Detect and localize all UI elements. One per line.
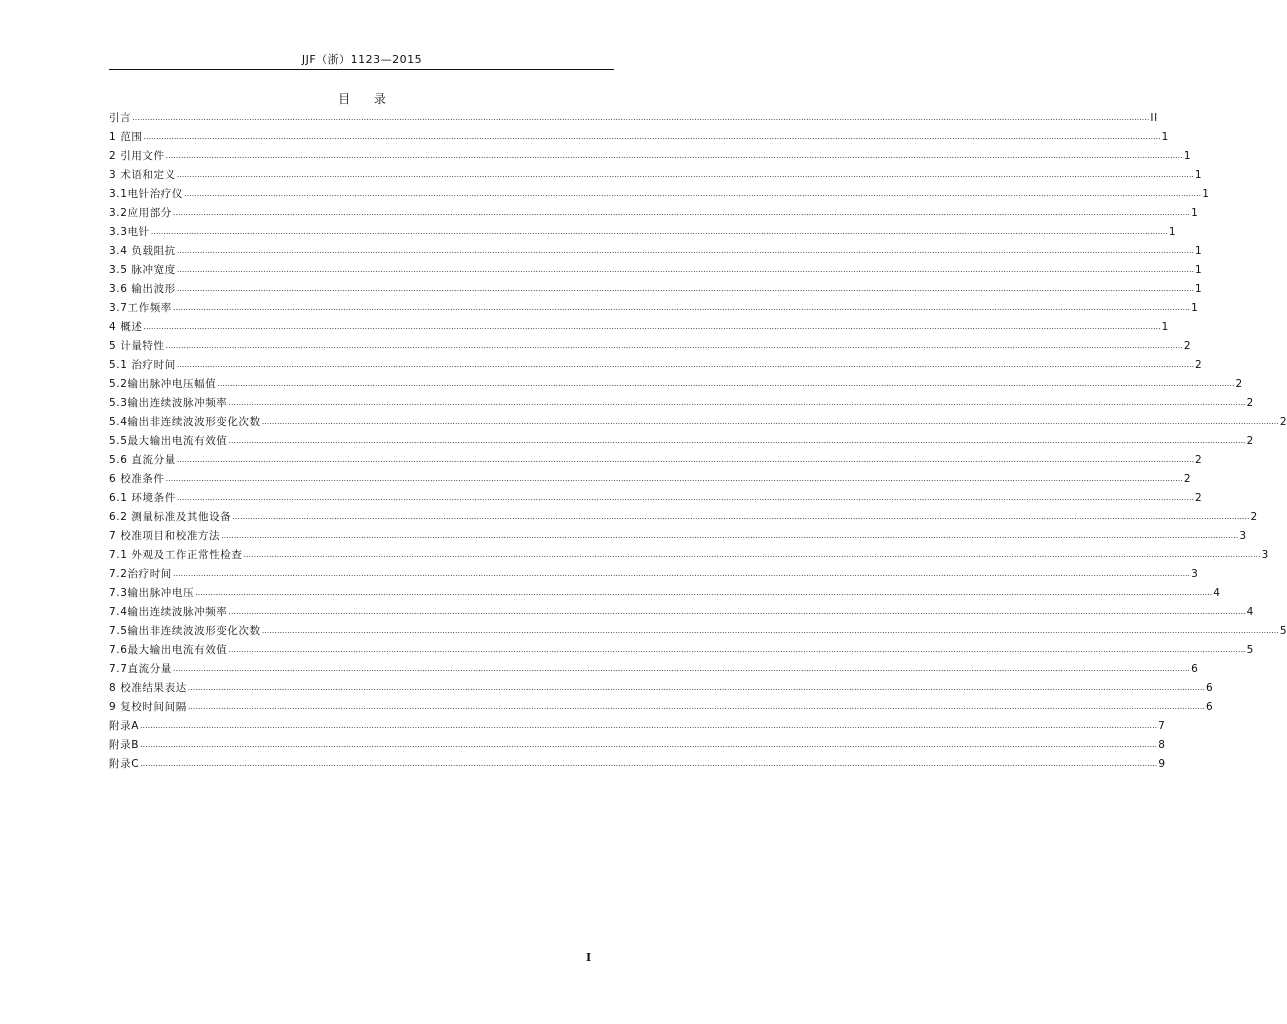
toc-entry[interactable]: [109, 565, 1199, 584]
toc-entry[interactable]: [109, 223, 1177, 242]
toc-entry-page: 2: [1195, 492, 1203, 504]
toc-entry-label: 4 概述: [109, 321, 143, 333]
toc-entry-page: 1: [1202, 188, 1210, 200]
toc-entry-label: 3 术语和定义: [109, 169, 176, 181]
toc-entry-label: 5.3输出连续波脉冲频率: [109, 397, 228, 409]
toc-entry-label: 8 校准结果表达: [109, 682, 187, 694]
toc-entry[interactable]: [109, 204, 1199, 223]
toc-entry-label: 5.4输出非连续波波形变化次数: [109, 416, 261, 428]
toc-entry[interactable]: [109, 356, 1203, 375]
dot-leader: ................................................................................................................................................................................................................................................................................................................................................................................................................: [187, 683, 1206, 692]
toc-entry-label: 2 引用文件: [109, 150, 165, 162]
toc-entry[interactable]: [109, 660, 1199, 679]
toc-entry-label: 引言: [109, 112, 132, 124]
dot-leader: ................................................................................................................................................................................................................................................................................................................................................................................................................: [195, 588, 1213, 597]
running-header: JJF（浙）1123—2015: [301, 53, 423, 66]
header-rule: [109, 69, 614, 70]
toc-entry-page: 4: [1213, 587, 1221, 599]
dot-leader: ................................................................................................................................................................................................................................................................................................................................................................................................................: [165, 474, 1183, 483]
toc-entry-label: 7.4输出连续波脉冲频率: [109, 606, 228, 618]
toc-entry-page: 2: [1246, 435, 1254, 447]
dot-leader: ................................................................................................................................................................................................................................................................................................................................................................................................................: [228, 607, 1246, 616]
table-of-contents: [109, 109, 1287, 774]
toc-entry-label: 3.3电针: [109, 226, 150, 238]
toc-entry[interactable]: [109, 508, 1258, 527]
toc-entry-label: 7.6最大输出电流有效值: [109, 644, 228, 656]
toc-entry-label: 6 校准条件: [109, 473, 165, 485]
toc-entry[interactable]: [109, 698, 1214, 717]
dot-leader: ................................................................................................................................................................................................................................................................................................................................................................................................................: [261, 417, 1279, 426]
toc-entry[interactable]: [109, 584, 1221, 603]
toc-entry-label: 3.6 输出波形: [109, 283, 176, 295]
toc-entry-label: 3.7工作频率: [109, 302, 172, 314]
toc-entry-page: 1: [1183, 150, 1192, 162]
toc-entry-page: 4: [1246, 606, 1254, 618]
dot-leader: ................................................................................................................................................................................................................................................................................................................................................................................................................: [261, 626, 1279, 635]
dot-leader: ................................................................................................................................................................................................................................................................................................................................................................................................................: [172, 569, 1191, 578]
dot-leader: ................................................................................................................................................................................................................................................................................................................................................................................................................: [176, 455, 1195, 464]
toc-entry-page: 2: [1246, 397, 1254, 409]
dot-leader: ................................................................................................................................................................................................................................................................................................................................................................................................................: [176, 246, 1195, 255]
toc-entry[interactable]: [109, 717, 1166, 736]
toc-entry-page: 1: [1161, 321, 1169, 333]
dot-leader: ................................................................................................................................................................................................................................................................................................................................................................................................................: [172, 208, 1191, 217]
dot-leader: ................................................................................................................................................................................................................................................................................................................................................................................................................: [143, 322, 1161, 331]
dot-leader: ................................................................................................................................................................................................................................................................................................................................................................................................................: [132, 113, 1150, 122]
toc-entry-label: 5 计量特性: [109, 340, 165, 352]
toc-entry-page: 7: [1158, 720, 1166, 732]
toc-entry-page: 3: [1239, 530, 1247, 542]
toc-entry-label: 7 校准项目和校准方法: [109, 530, 221, 542]
toc-entry-label: 3.1电针治疗仪: [109, 188, 183, 200]
dot-leader: ................................................................................................................................................................................................................................................................................................................................................................................................................: [176, 493, 1195, 502]
toc-entry-page: 2: [1250, 511, 1258, 523]
dot-leader: ................................................................................................................................................................................................................................................................................................................................................................................................................: [172, 664, 1191, 673]
dot-leader: ................................................................................................................................................................................................................................................................................................................................................................................................................: [184, 189, 1202, 198]
toc-entry-label: 7.5输出非连续波波形变化次数: [109, 625, 261, 637]
dot-leader: ................................................................................................................................................................................................................................................................................................................................................................................................................: [228, 436, 1246, 445]
toc-entry-label: 7.2治疗时间: [109, 568, 172, 580]
dot-leader: ................................................................................................................................................................................................................................................................................................................................................................................................................: [176, 265, 1195, 274]
toc-entry[interactable]: [109, 470, 1192, 489]
toc-entry[interactable]: [109, 603, 1254, 622]
toc-entry-label: 6.2 测量标准及其他设备: [109, 511, 232, 523]
toc-entry[interactable]: [109, 736, 1166, 755]
page-number: I: [586, 951, 592, 964]
toc-entry-label: 9 复校时间间隔: [109, 701, 187, 713]
toc-entry-page: 1: [1195, 283, 1203, 295]
toc-entry-page: 1: [1191, 302, 1199, 314]
toc-entry[interactable]: [109, 755, 1166, 774]
toc-entry-page: 2: [1279, 416, 1287, 428]
dot-leader: ................................................................................................................................................................................................................................................................................................................................................................................................................: [176, 360, 1195, 369]
dot-leader: ................................................................................................................................................................................................................................................................................................................................................................................................................: [165, 151, 1183, 160]
toc-entry-page: 1: [1191, 207, 1199, 219]
toc-entry[interactable]: [109, 128, 1169, 147]
toc-entry[interactable]: [109, 451, 1203, 470]
dot-leader: ................................................................................................................................................................................................................................................................................................................................................................................................................: [140, 740, 1158, 749]
toc-entry[interactable]: [109, 641, 1254, 660]
toc-entry[interactable]: [109, 337, 1192, 356]
toc-entry-label: 附录A: [109, 720, 139, 732]
toc-entry-label: 5.5最大输出电流有效值: [109, 435, 228, 447]
toc-entry-page: 2: [1195, 454, 1203, 466]
dot-leader: ................................................................................................................................................................................................................................................................................................................................................................................................................: [221, 531, 1239, 540]
toc-entry[interactable]: [109, 261, 1203, 280]
toc-entry[interactable]: [109, 147, 1192, 166]
toc-entry-page: 6: [1206, 701, 1214, 713]
toc-entry-page: 1: [1194, 169, 1203, 181]
dot-leader: ................................................................................................................................................................................................................................................................................................................................................................................................................: [140, 759, 1158, 768]
toc-title: 目 录: [338, 92, 396, 106]
toc-entry-label: 5.2输出脉冲电压幅值: [109, 378, 217, 390]
dot-leader: ................................................................................................................................................................................................................................................................................................................................................................................................................: [232, 512, 1250, 521]
dot-leader: ................................................................................................................................................................................................................................................................................................................................................................................................................: [139, 721, 1158, 730]
toc-entry-page: 1: [1168, 226, 1177, 238]
toc-entry[interactable]: [109, 375, 1243, 394]
toc-entry-label: 5.1 治疗时间: [109, 359, 176, 371]
toc-entry-page: 2: [1183, 340, 1192, 352]
dot-leader: ................................................................................................................................................................................................................................................................................................................................................................................................................: [228, 398, 1246, 407]
toc-entry-page: 2: [1183, 473, 1192, 485]
toc-entry-page: 8: [1158, 739, 1166, 751]
toc-entry-label: 5.6 直流分量: [109, 454, 176, 466]
toc-entry-label: 6.1 环境条件: [109, 492, 176, 504]
dot-leader: ................................................................................................................................................................................................................................................................................................................................................................................................................: [176, 284, 1195, 293]
dot-leader: ................................................................................................................................................................................................................................................................................................................................................................................................................: [165, 341, 1183, 350]
toc-entry-page: 5: [1246, 644, 1254, 656]
toc-entry-label: 附录B: [109, 739, 140, 751]
toc-entry-label: 3.2应用部分: [109, 207, 172, 219]
toc-entry[interactable]: [109, 242, 1203, 261]
toc-entry-label: 7.7直流分量: [109, 663, 172, 675]
toc-entry-page: 9: [1158, 758, 1166, 770]
toc-entry-label: 3.4 负载阻抗: [109, 245, 176, 257]
toc-entry[interactable]: [109, 185, 1210, 204]
dot-leader: ................................................................................................................................................................................................................................................................................................................................................................................................................: [150, 227, 1168, 236]
dot-leader: ................................................................................................................................................................................................................................................................................................................................................................................................................: [172, 303, 1191, 312]
toc-entry-page: 5: [1279, 625, 1287, 637]
toc-entry-label: 7.3输出脉冲电压: [109, 587, 195, 599]
toc-entry[interactable]: [109, 394, 1254, 413]
dot-leader: ................................................................................................................................................................................................................................................................................................................................................................................................................: [143, 132, 1161, 141]
toc-entry[interactable]: [109, 299, 1199, 318]
toc-entry-page: 6: [1206, 682, 1214, 694]
toc-entry[interactable]: [109, 679, 1214, 698]
dot-leader: ................................................................................................................................................................................................................................................................................................................................................................................................................: [228, 645, 1246, 654]
toc-entry-page: II: [1150, 112, 1158, 124]
toc-entry-label: 3.5 脉冲宽度: [109, 264, 176, 276]
toc-entry[interactable]: [109, 432, 1254, 451]
toc-entry[interactable]: [109, 489, 1203, 508]
toc-entry-page: 2: [1195, 359, 1203, 371]
toc-entry[interactable]: [109, 622, 1287, 641]
dot-leader: ................................................................................................................................................................................................................................................................................................................................................................................................................: [243, 550, 1261, 559]
toc-entry-label: 7.1 外观及工作正常性检查: [109, 549, 243, 561]
dot-leader: ................................................................................................................................................................................................................................................................................................................................................................................................................: [217, 379, 1235, 388]
toc-entry-label: 附录C: [109, 758, 140, 770]
toc-entry[interactable]: [109, 527, 1247, 546]
toc-entry-page: 3: [1191, 568, 1199, 580]
toc-entry[interactable]: [109, 166, 1203, 185]
toc-entry-label: 1 范围: [109, 131, 143, 143]
toc-entry-page: 2: [1235, 378, 1243, 390]
toc-entry[interactable]: [109, 413, 1287, 432]
dot-leader: ................................................................................................................................................................................................................................................................................................................................................................................................................: [187, 702, 1206, 711]
toc-entry-page: 3: [1261, 549, 1269, 561]
dot-leader: ................................................................................................................................................................................................................................................................................................................................................................................................................: [176, 170, 1194, 179]
toc-entry-page: 1: [1195, 245, 1203, 257]
toc-entry[interactable]: [109, 318, 1169, 337]
toc-entry-page: 1: [1161, 131, 1169, 143]
toc-entry[interactable]: [109, 546, 1269, 565]
toc-entry[interactable]: [109, 280, 1203, 299]
toc-entry[interactable]: [109, 109, 1158, 128]
toc-entry-page: 1: [1195, 264, 1203, 276]
toc-entry-page: 6: [1191, 663, 1199, 675]
